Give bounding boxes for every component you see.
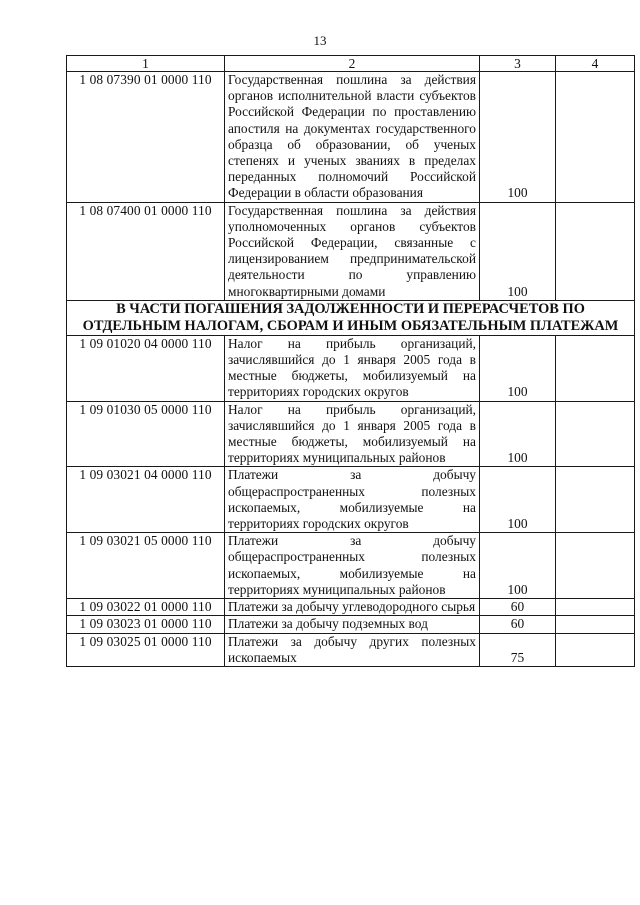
revenue-name-cell	[225, 599, 480, 616]
revenue-code-cell: 1 08 07400 01 0000 110	[67, 202, 225, 300]
column-4-cell	[556, 401, 635, 467]
section-heading-row	[67, 300, 635, 335]
column-header-code: 1	[67, 56, 225, 72]
revenue-name-text: Платежи за добычу общераспространенных полезных ископаемых, мобилизуемые на территориях муниципальных районов	[228, 533, 476, 597]
revenue-name-text: Государственная пошлина за действия органов исполнительной власти субъектов Российской Федерации по проставлению апостиля на документах государственного образца об образовании, об ученых степенях и ученых званиях в пределах переданных полномочий Российской Федерации в области образования	[228, 72, 476, 201]
column-header-amount: 3	[480, 56, 556, 72]
table-row	[67, 401, 635, 467]
revenue-code-cell: 1 09 03021 04 0000 110	[67, 467, 225, 533]
revenue-name-text: Налог на прибыль организаций, зачислявшийся до 1 января 2005 года в местные бюджеты, мобилизуемый на территориях городских округов	[228, 335, 476, 400]
table-row	[67, 467, 635, 533]
norm-percent-cell: 100	[480, 401, 556, 467]
revenue-code-cell: 1 09 03023 01 0000 110	[67, 616, 225, 633]
norm-percent-cell: 100	[480, 202, 556, 300]
column-4-cell	[556, 467, 635, 533]
column-4-cell	[556, 72, 635, 203]
column-4-cell	[556, 599, 635, 616]
column-4-cell	[556, 616, 635, 633]
column-header-name: 2	[225, 56, 480, 72]
table-row	[67, 72, 635, 203]
revenue-name-text: Платежи за добычу общераспространенных полезных ископаемых, мобилизуемые на территориях городских округов	[228, 467, 476, 532]
revenue-code-cell: 1 09 03022 01 0000 110	[67, 599, 225, 616]
revenue-name-cell	[225, 72, 480, 203]
norm-percent-cell: 60	[480, 616, 556, 633]
norm-percent-cell: 100	[480, 72, 556, 203]
revenue-name-text: Налог на прибыль организаций, зачислявшийся до 1 января 2005 года в местные бюджеты, мобилизуемый на территориях муниципальных районов	[228, 401, 476, 466]
norm-percent-cell: 100	[480, 335, 556, 401]
norm-percent-cell: 100	[480, 467, 556, 533]
column-header-extra: 4	[556, 56, 635, 72]
revenue-code-cell: 1 09 01030 05 0000 110	[67, 401, 225, 467]
table-row	[67, 633, 635, 666]
page-number: 13	[313, 33, 327, 48]
revenue-name-text: Платежи за добычу подземных вод	[228, 616, 428, 632]
revenue-name-cell	[225, 533, 480, 599]
norm-percent-cell: 75	[480, 633, 556, 666]
table-row	[67, 599, 635, 616]
table-row	[67, 335, 635, 401]
revenue-code-cell: 1 09 03021 05 0000 110	[67, 533, 225, 599]
revenue-name-text: Платежи за добычу других полезных ископаемых	[228, 633, 476, 665]
column-4-cell	[556, 533, 635, 599]
norm-percent-cell: 60	[480, 599, 556, 616]
revenue-name-cell	[225, 401, 480, 467]
column-4-cell	[556, 633, 635, 666]
revenue-name-text: Государственная пошлина за действия уполномоченных органов субъектов Российской Федерации, связанные с лицензированием предпринимательской деятельности по управлению многоквартирными домами	[228, 202, 476, 299]
revenue-name-cell	[225, 467, 480, 533]
revenue-name-cell	[225, 335, 480, 401]
revenue-name-cell	[225, 202, 480, 300]
revenue-code-cell: 1 08 07390 01 0000 110	[67, 72, 225, 203]
column-4-cell	[556, 202, 635, 300]
table-header-row	[67, 56, 635, 72]
norm-percent-cell: 100	[480, 533, 556, 599]
revenue-name-text: Платежи за добычу углеводородного сырья	[228, 599, 476, 615]
table-row	[67, 616, 635, 633]
section-heading: В ЧАСТИ ПОГАШЕНИЯ ЗАДОЛЖЕННОСТИ И ПЕРЕРАСЧЕТОВ ПО ОТДЕЛЬНЫМ НАЛОГАМ, СБОРАМ И ИНЫМ ОБЯЗАТЕЛЬНЫМ ПЛАТЕЖАМ	[67, 300, 635, 335]
budget-revenue-table	[66, 55, 635, 667]
revenue-code-cell: 1 09 03025 01 0000 110	[67, 633, 225, 666]
column-4-cell	[556, 335, 635, 401]
revenue-name-cell	[225, 633, 480, 666]
revenue-name-cell	[225, 616, 480, 633]
table-row	[67, 533, 635, 599]
table-row	[67, 202, 635, 300]
revenue-code-cell: 1 09 01020 04 0000 110	[67, 335, 225, 401]
